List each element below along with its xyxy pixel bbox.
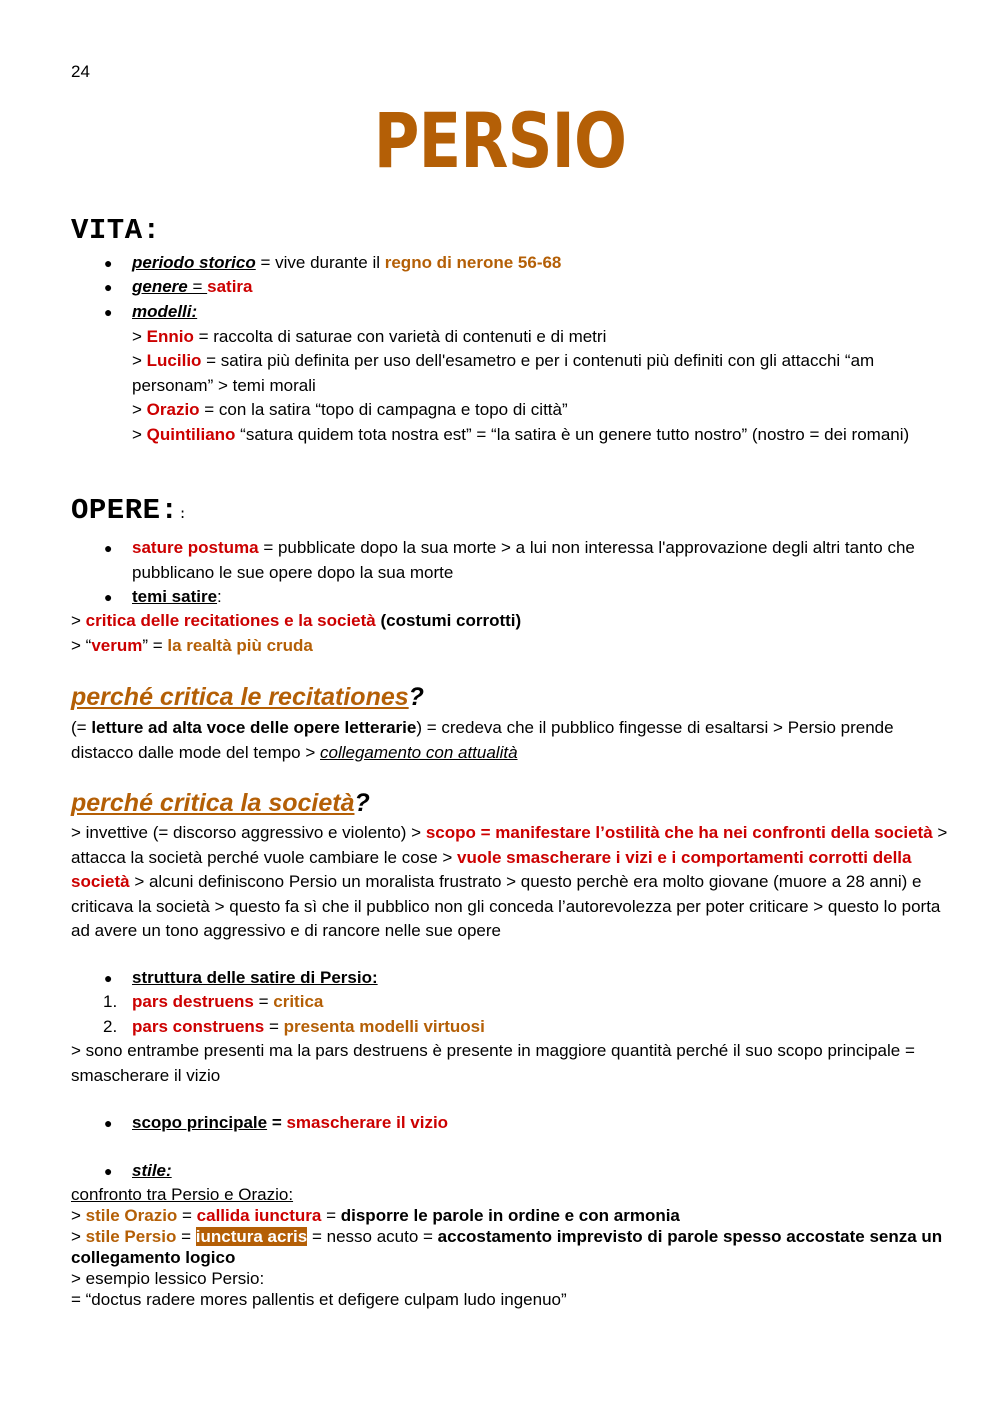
sature-text: = pubblicate dopo la sua morte > a lui non interessa l'approvazione degli altri tanto che pubblicano le sue opere dopo la sua morte — [132, 538, 915, 582]
prefix: > — [71, 1206, 86, 1225]
periodo-eq: = vive durante il — [255, 253, 385, 272]
sature-label: sature postuma — [132, 538, 259, 557]
orazio-name: Orazio — [146, 400, 200, 419]
verum-line — [71, 634, 956, 659]
p-text: ) = credeva che il pubblico fingesse di esaltarsi > Persio prende distacco dalle mode del tempo > — [71, 718, 894, 762]
prefix: > — [132, 424, 147, 444]
prefix: > — [132, 351, 147, 370]
genere-eq: = — [192, 277, 208, 296]
persio-highlight: iunctura acris — [195, 1227, 308, 1246]
page-title: PERSIO — [373, 96, 627, 185]
scopo-value: smascherare il vizio — [286, 1113, 449, 1132]
opere-heading-text: OPERE: — [71, 494, 179, 527]
modello-ennio — [132, 325, 957, 350]
esempio-label: > esempio lessico Persio: — [71, 1269, 265, 1288]
list-item-temi — [132, 585, 957, 610]
bullet: ● — [104, 255, 113, 271]
quintiliano-name: Quintiliano — [146, 424, 236, 444]
destruens-org: critica — [273, 992, 324, 1011]
prefix: > — [71, 1227, 86, 1246]
s-t3: > alcuni definiscono Persio un moralista frustrato > questo perchè era molto giovane (muore a 28 anni) e criticava la società > questo fa sì che il pubblico non gli conceda l’autorevolezza per poter criticare > questo lo porta ad avere un tono aggressivo e di rancore nelle sue opere — [71, 872, 941, 940]
bullet: ● — [104, 970, 113, 986]
genere-value: satira — [207, 277, 253, 296]
verum-org: la realtà più cruda — [167, 636, 313, 655]
list-number: 2. — [103, 1017, 118, 1036]
list-number: 1. — [103, 992, 118, 1011]
orazio-red: callida iunctura — [196, 1206, 322, 1225]
stile-orazio-line — [71, 1205, 956, 1226]
bullet: ● — [104, 540, 113, 556]
quintiliano-text: “satura quidem tota nostra est” = “la satira è un genere tutto nostro” (nostro = dei romani) — [235, 424, 910, 444]
construens-red: pars construens — [132, 1017, 265, 1036]
modello-quintiliano — [132, 423, 957, 448]
temi-colon: : — [217, 587, 222, 606]
list-item-struttura — [132, 966, 957, 991]
prefix: > — [132, 326, 147, 346]
struttura-label: struttura delle satire di Persio: — [132, 968, 378, 987]
scopo-label: scopo principale — [132, 1113, 268, 1132]
eq: = — [253, 992, 274, 1011]
periodo-value: regno di nerone 56-68 — [384, 253, 562, 272]
section-heading-vita: VITA: — [71, 214, 161, 247]
section-heading-opere — [71, 494, 187, 527]
societa-paragraph — [71, 821, 956, 944]
recitationes-heading-text: perché critica le recitationes — [71, 683, 409, 711]
bullet: ● — [104, 589, 113, 605]
prefix: > — [71, 611, 86, 630]
orazio-org: stile Orazio — [85, 1206, 178, 1225]
s-r2: vuole smascherare i vizi e i comportamenti corrotti della società — [71, 847, 912, 891]
eq: = — [176, 1227, 196, 1246]
confronto-line: confronto tra Persio e Orazio: — [71, 1185, 294, 1204]
lucilio-text: = satira più definita per uso dell'esametro e per i contenuti più definiti con gli attacchi “am personam” > temi morali — [132, 351, 875, 395]
list-item-scopo — [132, 1111, 957, 1136]
societa-heading-text: perché critica la società — [71, 789, 355, 817]
modelli-label: modelli: — [132, 302, 198, 321]
verum-eq: ” = — [142, 636, 168, 655]
heading-recitationes — [71, 683, 424, 712]
critica-bold: (costumi corrotti) — [375, 611, 522, 630]
list-item-modelli — [132, 300, 957, 447]
verum-red: verum — [91, 636, 143, 655]
esempio-text: = “doctus radere mores pallentis et defigere culpam ludo ingenuo” — [71, 1290, 567, 1309]
recitationes-paragraph — [71, 716, 956, 765]
list-item-destruens — [132, 990, 957, 1015]
ennio-name: Ennio — [146, 326, 194, 346]
qmark: ? — [354, 789, 370, 817]
list-item-sature — [132, 536, 957, 585]
stile-persio-line — [71, 1226, 956, 1268]
ennio-text: = raccolta di saturae con varietà di contenuti e di metri — [193, 326, 607, 346]
temi-label: temi satire — [132, 587, 218, 606]
periodo-label: periodo storico — [132, 253, 256, 272]
opere-heading-suffix: : — [178, 507, 188, 523]
eq: = — [267, 1113, 287, 1132]
p-bold: letture ad alta voce delle opere letterarie — [91, 718, 417, 737]
modello-lucilio — [132, 349, 957, 398]
qmark: ? — [408, 683, 424, 711]
persio-text: = nesso acuto = — [307, 1227, 438, 1246]
stile-label: stile: — [132, 1161, 172, 1180]
critica-line — [71, 609, 956, 634]
destruens-red: pars destruens — [132, 992, 254, 1011]
list-item-periodo — [132, 251, 957, 276]
eq: = — [321, 1206, 341, 1225]
prefix: > “ — [71, 636, 92, 655]
prefix: > — [132, 400, 147, 419]
lucilio-name: Lucilio — [146, 351, 202, 370]
p-open: (= — [71, 718, 92, 737]
modello-orazio — [132, 398, 957, 423]
genere-label: genere — [132, 277, 193, 296]
critica-red: critica delle recitationes e la società — [85, 611, 376, 630]
s-t1: > invettive (= discorso aggressivo e violento) > — [71, 823, 426, 842]
construens-org: presenta modelli virtuosi — [283, 1017, 485, 1036]
list-item-genere — [132, 275, 957, 300]
orazio-bold: disporre le parole in ordine e con armonia — [340, 1206, 680, 1225]
list-item-stile — [132, 1159, 957, 1184]
orazio-text: = con la satira “topo di campagna e topo di città” — [199, 400, 568, 419]
bullet: ● — [104, 279, 113, 295]
persio-org: stile Persio — [85, 1227, 177, 1246]
heading-societa — [71, 789, 370, 818]
persio-bold: accostamento imprevisto di parole spesso accostate senza un collegamento logico — [71, 1227, 943, 1267]
p-link: collegamento con attualità — [320, 742, 518, 762]
list-item-construens — [132, 1015, 957, 1040]
page-number: 24 — [71, 62, 90, 81]
s-t2: > attacca la società perché vuole cambiare le cose > — [71, 823, 948, 867]
bullet: ● — [104, 1163, 113, 1179]
s-r1: scopo = manifestare l’ostilità che ha nei confronti della società — [425, 823, 933, 842]
bullet: ● — [104, 1115, 113, 1131]
eq: = — [177, 1206, 197, 1225]
bullet: ● — [104, 304, 113, 320]
struttura-note: > sono entrambe presenti ma la pars destruens è presente in maggiore quantità perché il suo scopo principale = smascherare il vizio — [71, 1041, 915, 1085]
stile-block — [71, 1184, 956, 1310]
eq: = — [264, 1017, 284, 1036]
